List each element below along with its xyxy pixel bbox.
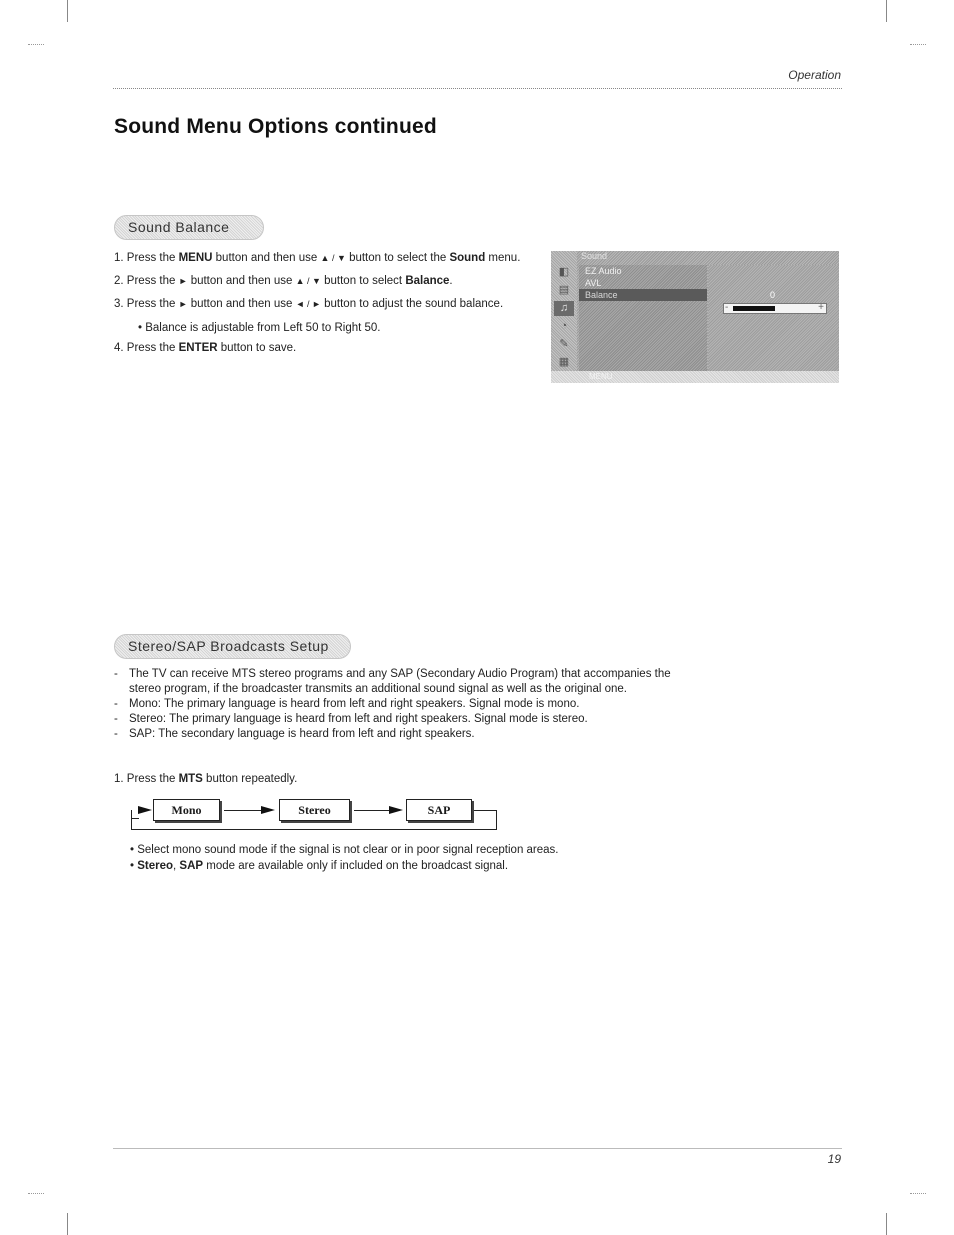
sound-menu-osd — [551, 251, 839, 383]
osd-item-avl: AVL — [585, 278, 602, 288]
picture-icon: ◧ — [558, 266, 570, 278]
sound-icon: ♫ — [554, 301, 574, 316]
balance-value: 0 — [770, 290, 776, 300]
osd-header: Sound — [581, 251, 608, 261]
section-label-sound-balance: Sound Balance — [114, 215, 264, 240]
step-3: 3. Press the ► button and then use ◄ / ► button to adjust the sound balance. — [114, 298, 504, 310]
mode-mono: Mono — [153, 799, 220, 821]
osd-footer: MENU — [551, 371, 839, 383]
lock-icon: ▦ — [558, 356, 570, 368]
mts-step: 1. Press the MTS button repeatedly. — [114, 773, 298, 785]
arrow-icon — [138, 806, 152, 814]
plus-icon: + — [818, 302, 824, 313]
left-arrow-icon: ◄ — [295, 299, 305, 309]
setup-icon: ▤ — [558, 284, 570, 296]
down-arrow-icon: ▼ — [312, 276, 321, 286]
header-rule — [113, 88, 842, 89]
step-2: 2. Press the ► button and then use ▲ / ▼ button to select Balance. — [114, 275, 453, 287]
up-arrow-icon: ▲ — [320, 253, 330, 263]
balance-note: • Balance is adjustable from Left 50 to Right 50. — [138, 322, 381, 334]
time-icon: ◔ — [560, 320, 568, 332]
mode-sap: SAP — [406, 799, 472, 821]
osd-item-ez-audio: EZ Audio — [585, 266, 622, 276]
crop-mark — [67, 0, 68, 22]
step-4: 4. Press the ENTER button to save. — [114, 342, 297, 354]
section-label-stereo-sap: Stereo/SAP Broadcasts Setup — [114, 634, 351, 659]
osd-value-panel — [708, 265, 839, 371]
page-number: 19 — [827, 1152, 841, 1166]
balance-slider-fill — [733, 306, 775, 311]
crop-mark — [67, 1213, 68, 1235]
crop-mark — [886, 0, 887, 22]
page-title: Sound Menu Options continued — [114, 115, 437, 138]
option-icon: ✎ — [559, 338, 569, 350]
crop-mark — [886, 1213, 887, 1235]
list-item: • Select mono sound mode if the signal is not clear or in poor signal reception areas. — [130, 844, 559, 856]
up-arrow-icon: ▲ — [295, 276, 305, 286]
minus-icon: - — [725, 302, 729, 313]
balance-slider — [723, 303, 827, 314]
mode-stereo: Stereo — [279, 799, 350, 821]
down-arrow-icon: ▼ — [336, 253, 346, 263]
right-arrow-icon: ► — [178, 299, 188, 309]
running-head: Operation — [788, 68, 841, 82]
crop-mark — [28, 44, 44, 46]
arrow-icon — [389, 806, 403, 814]
arrow-icon — [261, 806, 275, 814]
list-item: • Stereo, SAP mode are available only if included on the broadcast signal. — [130, 860, 509, 872]
right-arrow-icon: ► — [178, 276, 188, 286]
right-arrow-icon: ► — [312, 299, 321, 309]
footer-rule — [113, 1148, 842, 1149]
osd-item-balance: Balance — [579, 289, 707, 301]
crop-mark — [28, 1193, 44, 1195]
crop-mark — [910, 1193, 926, 1195]
crop-mark — [910, 44, 926, 46]
step-1: 1. Press the MENU button and then use ▲ / ▼ button to select the Sound menu. — [114, 252, 521, 264]
osd-icon-column — [551, 251, 577, 371]
